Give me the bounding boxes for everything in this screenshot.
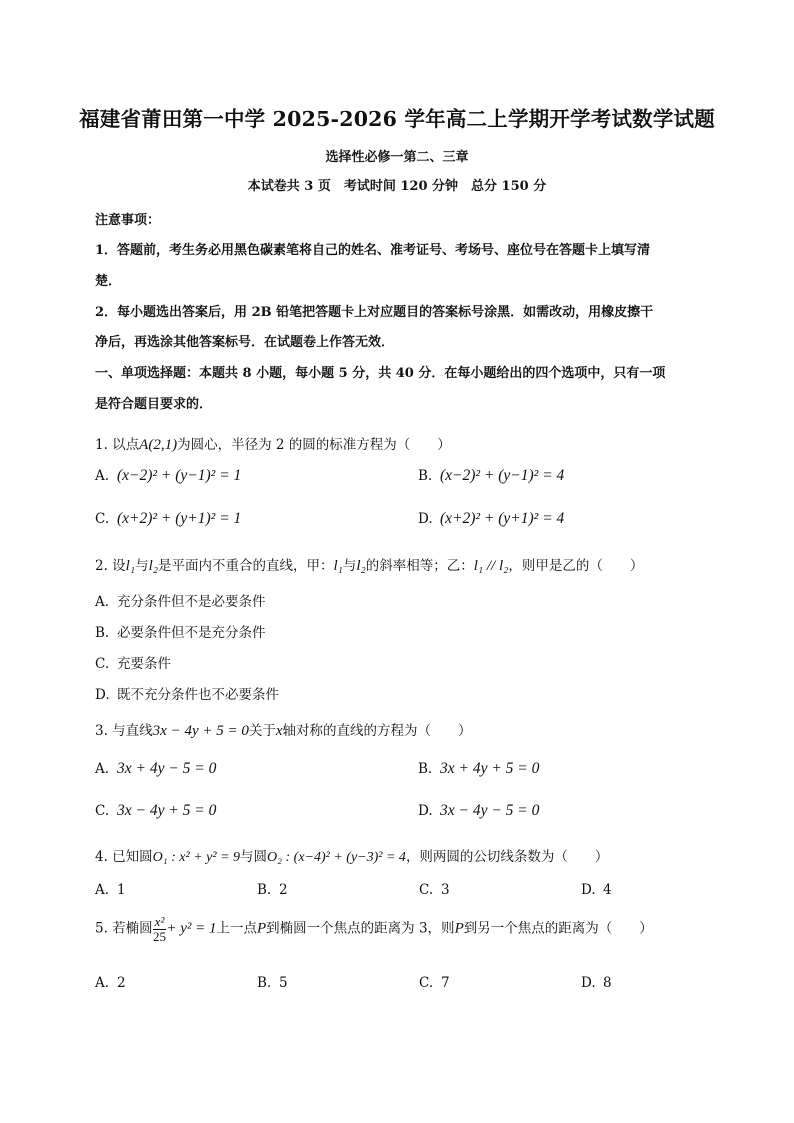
option-text: 必要条件但不是充分条件 bbox=[117, 625, 266, 641]
q2-part: 是平面内不重合的直线，甲： bbox=[157, 558, 334, 574]
q3-part: 3. 与直线 bbox=[95, 723, 153, 739]
q4-circle-2: O₂ : (x−4)² + (y−3)² = 4 bbox=[267, 850, 406, 865]
option-label: B. bbox=[257, 882, 272, 898]
q3-option-c bbox=[95, 802, 216, 820]
option-text: 3x − 4y − 5 = 0 bbox=[440, 802, 540, 819]
q2-option-d bbox=[95, 683, 279, 703]
option-text: 既不充分条件也不必要条件 bbox=[117, 687, 279, 703]
q2-part: 的斜率相等；乙： bbox=[365, 558, 474, 574]
option-label: C. bbox=[95, 803, 110, 819]
q4-option-b bbox=[257, 882, 288, 898]
q2-l2b: l₂ bbox=[356, 558, 366, 574]
q3-option-b bbox=[418, 760, 539, 778]
q4-part: ，则两圆的公切线条数为（ ） bbox=[405, 849, 609, 865]
question-5-stem bbox=[95, 915, 653, 943]
option-label: A. bbox=[95, 761, 110, 777]
notice-heading: 注意事项： bbox=[95, 213, 161, 228]
q5-part: 到另一个焦点的距离为（ ） bbox=[463, 920, 653, 937]
option-text: 3x − 4y + 5 = 0 bbox=[117, 802, 217, 819]
option-label: A. bbox=[95, 468, 110, 484]
option-text: (x−2)² + (y−1)² = 1 bbox=[117, 467, 242, 484]
option-label: B. bbox=[95, 625, 110, 641]
option-text: (x−2)² + (y−1)² = 4 bbox=[440, 467, 565, 484]
option-text: 3x + 4y − 5 = 0 bbox=[117, 760, 217, 777]
q1-prefix: 1. 以点 bbox=[95, 437, 140, 453]
q4-option-a bbox=[95, 882, 126, 898]
q5-denominator: 25 bbox=[153, 928, 166, 944]
question-2-stem bbox=[95, 554, 643, 575]
q5-point: P bbox=[454, 920, 464, 937]
q5-option-c bbox=[419, 975, 450, 991]
option-label: D. bbox=[581, 882, 596, 898]
option-text: 2 bbox=[279, 882, 288, 898]
option-label: D. bbox=[418, 803, 433, 819]
q1-option-d bbox=[418, 510, 564, 528]
q4-part: 4. 已知圆 bbox=[95, 849, 153, 865]
q5-part: 到椭圆一个焦点的距离为 3，则 bbox=[266, 920, 455, 937]
q5-point: P bbox=[257, 920, 267, 937]
option-label: A. bbox=[95, 882, 110, 898]
q3-line-equation: 3x − 4y + 5 = 0 bbox=[152, 723, 249, 739]
q1-point: A(2,1) bbox=[139, 437, 178, 453]
option-text: 充要条件 bbox=[117, 656, 171, 672]
option-text: 7 bbox=[441, 975, 450, 991]
q2-part: 与 bbox=[342, 558, 357, 574]
option-text: (x+2)² + (y+1)² = 4 bbox=[440, 510, 565, 527]
q2-l2: l₂ bbox=[148, 558, 158, 574]
notice-item2-line2: 净后，再选涂其他答案标号．在试题卷上作答无效． bbox=[95, 335, 395, 350]
q4-part: 与圆 bbox=[240, 849, 268, 865]
q2-part: 2. 设 bbox=[95, 558, 126, 574]
question-3-stem bbox=[95, 719, 472, 740]
option-text: 2 bbox=[117, 975, 126, 991]
q2-parallel: l₁ // l₂ bbox=[473, 558, 509, 574]
option-text: 5 bbox=[279, 975, 288, 991]
notice-item1-line2: 楚． bbox=[95, 274, 122, 289]
notice-item1-line1: 1．答题前，考生务必用黑色碳素笔将自己的姓名、准考证号、考场号、座位号在答题卡上填写清 bbox=[95, 243, 651, 258]
q2-l1: l₁ bbox=[125, 558, 136, 574]
notice-item2-line1: 2．每小题选出答案后，用 2B 铅笔把答题卡上对应题目的答案标号涂黑．如需改动，用橡皮擦干 bbox=[95, 305, 654, 320]
option-label: C. bbox=[95, 656, 110, 672]
option-text: 充分条件但不是必要条件 bbox=[117, 594, 266, 610]
option-label: C. bbox=[95, 511, 110, 527]
option-label: B. bbox=[418, 761, 433, 777]
q2-l1b: l₁ bbox=[333, 558, 343, 574]
q4-circle-1: O₁ : x² + y² = 9 bbox=[152, 850, 241, 865]
option-label: B. bbox=[418, 468, 433, 484]
option-label: D. bbox=[95, 687, 110, 703]
q3-x: x bbox=[275, 723, 283, 739]
q5-fraction bbox=[153, 915, 167, 943]
q4-option-d bbox=[581, 882, 612, 898]
option-text: 8 bbox=[603, 975, 612, 991]
q5-equation: + y² = 1 bbox=[166, 920, 217, 937]
q2-part: ，则甲是乙的（ ） bbox=[508, 558, 644, 574]
q1-option-a bbox=[95, 467, 241, 485]
q5-option-b bbox=[257, 975, 288, 991]
q5-part: 上一点 bbox=[216, 920, 257, 937]
q3-option-a bbox=[95, 760, 216, 778]
option-label: D. bbox=[581, 975, 596, 991]
q1-option-b bbox=[418, 467, 564, 485]
q2-option-b bbox=[95, 621, 266, 641]
q1-suffix: 为圆心，半径为 2 的圆的标准方程为（ ） bbox=[177, 437, 451, 453]
option-label: A. bbox=[95, 594, 110, 610]
exam-subtitle: 选择性必修一第二、三章 bbox=[325, 150, 469, 165]
option-label: A. bbox=[95, 975, 110, 991]
q2-option-c bbox=[95, 652, 171, 672]
exam-info: 本试卷共 3 页 考试时间 120 分钟 总分 150 分 bbox=[247, 179, 547, 194]
q2-option-a bbox=[95, 590, 266, 610]
q5-option-a bbox=[95, 975, 126, 991]
section1-line2: 是符合题目要求的． bbox=[95, 397, 213, 412]
section1-line1: 一、单项选择题：本题共 8 小题，每小题 5 分，共 40 分．在每小题给出的四个选项中，只有一项 bbox=[95, 366, 666, 381]
q4-option-c bbox=[419, 882, 450, 898]
question-4-stem bbox=[95, 845, 608, 866]
q3-part: 关于 bbox=[248, 723, 276, 739]
option-label: D. bbox=[418, 511, 433, 527]
q5-part: 5. 若椭圆 bbox=[95, 920, 153, 937]
q3-part: 轴对称的直线的方程为（ ） bbox=[282, 723, 472, 739]
q3-option-d bbox=[418, 802, 539, 820]
question-1-stem bbox=[95, 433, 451, 454]
option-text: 3 bbox=[441, 882, 450, 898]
q1-option-c bbox=[95, 510, 241, 528]
exam-title: 福建省莆田第一中学 2025-2026 学年高二上学期开学考试数学试题 bbox=[79, 107, 715, 131]
option-text: 3x + 4y + 5 = 0 bbox=[440, 760, 540, 777]
option-text: (x+2)² + (y+1)² = 1 bbox=[117, 510, 242, 527]
option-text: 4 bbox=[603, 882, 612, 898]
option-label: B. bbox=[257, 975, 272, 991]
q2-part: 与 bbox=[135, 558, 149, 574]
option-text: 1 bbox=[117, 882, 126, 898]
q5-option-d bbox=[581, 975, 612, 991]
option-label: C. bbox=[419, 882, 434, 898]
option-label: C. bbox=[419, 975, 434, 991]
q5-numerator: x² bbox=[154, 914, 165, 929]
